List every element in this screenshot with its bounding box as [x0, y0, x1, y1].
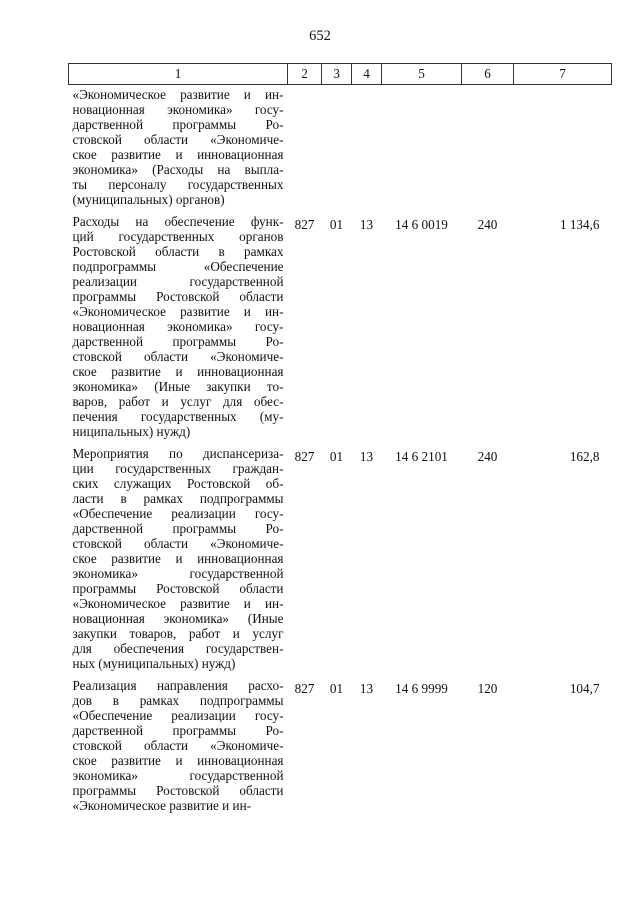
- target-article-code: 14 6 9999: [395, 681, 448, 696]
- description-line: ласти в рамках подпрограммы: [72, 491, 284, 506]
- description-line: ских служащих Ростовской об-: [72, 476, 284, 491]
- column-header-4: 4: [352, 64, 382, 85]
- description-line: дарственной программы Ро-: [72, 334, 284, 349]
- description-line: программы Ростовской области: [72, 289, 284, 304]
- table-row: [69, 446, 612, 678]
- column-header-2: 2: [288, 64, 322, 85]
- description-line: дарственной программы Ро-: [72, 723, 284, 738]
- description-line: стовской области «Экономиче-: [72, 738, 284, 753]
- target-article-code: [382, 85, 462, 215]
- description-line: ниципальных) нужд): [72, 424, 191, 439]
- ministry-code: [288, 85, 322, 215]
- subsection-code: 13: [359, 449, 374, 464]
- table-row: [69, 678, 612, 820]
- description-line: Ростовской области в рамках: [72, 244, 284, 259]
- expense-type-code: [462, 85, 514, 215]
- amount: 162,8: [569, 449, 600, 464]
- expense-type-code: 240: [477, 217, 498, 232]
- column-header-7: 7: [514, 64, 612, 85]
- subsection-code: 13: [359, 681, 374, 696]
- column-header-5: 5: [382, 64, 462, 85]
- description-line: для обеспечения государствен-: [72, 641, 284, 656]
- description-line: новационная экономика» госу-: [72, 102, 284, 117]
- row-description: [69, 678, 288, 820]
- description-line: программы Ростовской области: [72, 783, 284, 798]
- description-line: (муниципальных) органов): [72, 192, 225, 207]
- table-header-row: [69, 64, 612, 85]
- section-code: 01: [329, 217, 344, 232]
- description-line: Мероприятия по диспансеризa-: [72, 446, 284, 461]
- expense-type-code: 240: [477, 449, 498, 464]
- description-line: «Экономическое развитие и ин-: [72, 798, 252, 813]
- description-line: подпрограммы «Обеспечение: [72, 259, 284, 274]
- description-line: закупки товаров, работ и услуг: [72, 626, 284, 641]
- ministry-code: 827: [294, 681, 315, 696]
- description-line: ции государственных граждан-: [72, 461, 284, 476]
- description-line: новационная экономика» (Иные: [72, 611, 284, 626]
- table-row: [69, 214, 612, 446]
- description-line: ское развитие и инновационная: [72, 364, 284, 379]
- description-line: Расходы на обеспечение функ-: [72, 214, 284, 229]
- amount: 104,7: [569, 681, 600, 696]
- expense-type-code: 120: [477, 681, 498, 696]
- description-line: печения государственных (му-: [72, 409, 284, 424]
- ministry-code: 827: [294, 217, 315, 232]
- section-code: 01: [329, 681, 344, 696]
- column-header-6: 6: [462, 64, 514, 85]
- table-row: [69, 85, 612, 215]
- subsection-code: 13: [359, 217, 374, 232]
- column-header-1: 1: [69, 64, 288, 85]
- description-line: Реализация направления расхо-: [72, 678, 284, 693]
- target-article-code: 14 6 2101: [395, 449, 448, 464]
- row-description: [69, 85, 288, 215]
- target-article-code: 14 6 0019: [395, 217, 448, 232]
- description-line: дов в рамках подпрограммы: [72, 693, 284, 708]
- description-line: ты персоналу государственных: [72, 177, 284, 192]
- description-line: экономика» (Расходы на выпла-: [72, 162, 284, 177]
- section-code: [322, 85, 352, 215]
- row-description: [69, 446, 288, 678]
- description-line: «Экономическое развитие и ин-: [72, 596, 284, 611]
- description-line: дарственной программы Ро-: [72, 521, 284, 536]
- description-line: ское развитие и инновационная: [72, 147, 284, 162]
- page-number: 652: [309, 28, 331, 44]
- table-body: [69, 85, 612, 821]
- ministry-code: 827: [294, 449, 315, 464]
- description-line: «Экономическое развитие и ин-: [72, 304, 284, 319]
- description-line: ций государственных органов: [72, 229, 284, 244]
- description-line: экономика» государственной: [72, 768, 284, 783]
- description-line: ское развитие и инновационная: [72, 753, 284, 768]
- description-line: «Экономическое развитие и ин-: [72, 87, 284, 102]
- description-line: стовской области «Экономиче-: [72, 349, 284, 364]
- description-line: стовской области «Экономиче-: [72, 536, 284, 551]
- subsection-code: [352, 85, 382, 215]
- description-line: ных (муниципальных) нужд): [72, 656, 236, 671]
- amount: [514, 85, 612, 215]
- description-line: программы Ростовской области: [72, 581, 284, 596]
- description-line: дарственной программы Ро-: [72, 117, 284, 132]
- section-code: 01: [329, 449, 344, 464]
- description-line: варов, работ и услуг для обес-: [72, 394, 284, 409]
- description-line: «Обеспечение реализации госу-: [72, 708, 284, 723]
- description-line: реализации государственной: [72, 274, 284, 289]
- row-description: [69, 214, 288, 446]
- column-header-3: 3: [322, 64, 352, 85]
- budget-table: [68, 63, 612, 820]
- description-line: новационная экономика» госу-: [72, 319, 284, 334]
- description-line: «Обеспечение реализации госу-: [72, 506, 284, 521]
- amount: 1 134,6: [559, 217, 600, 232]
- description-line: экономика» (Иные закупки то-: [72, 379, 284, 394]
- description-line: стовской области «Экономиче-: [72, 132, 284, 147]
- description-line: экономика» государственной: [72, 566, 284, 581]
- description-line: ское развитие и инновационная: [72, 551, 284, 566]
